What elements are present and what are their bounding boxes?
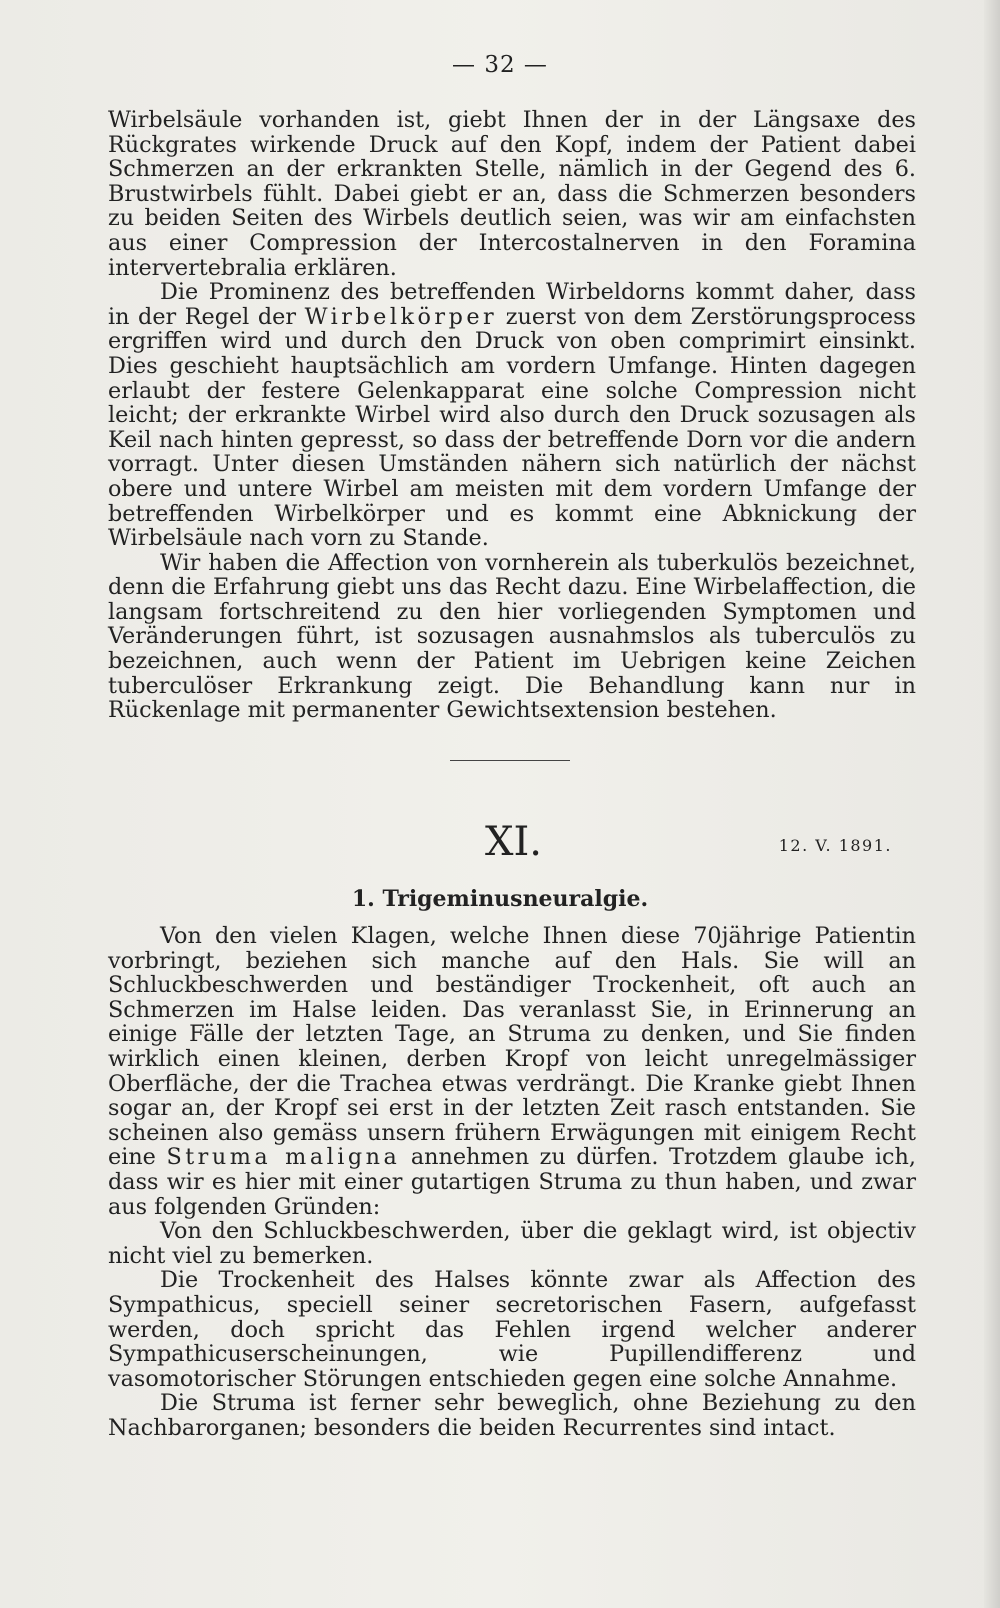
spaced-term-wirbelkoerper: Wirbelkörper <box>304 303 498 330</box>
paragraph-2-rest: zuerst von dem Zerstörungsprocess ergriffen wird und durch den Druck von oben comprimirt einsinkt. Dies geschieht hauptsächlich am vordern Umfange. Hinten dagegen erlaubt der festere Gelenkapparat eine solche Compression nicht leicht; der erkrankte Wirbel wird also durch den Druck sozusagen als Keil nach hinten gepresst, so dass der betreffende Dorn vor die andern vorragt. Unter diesen Umständen nähern sich natürlich der nächst obere und untere Wirbel am meisten mit dem vordern Umfange der betreffenden Wirbelkörper und es kommt eine Abknickung der Wirbelsäule nach vorn zu Stande. <box>108 303 916 552</box>
paragraph-4-rest: annehmen zu dürfen. Trotzdem glaube ich, dass wir es hier mit einer gutartigen Struma zu thun haben, und zwar aus folgenden Gründen: <box>108 1144 916 1220</box>
paragraph-3: Wir haben die Affection von vornherein als tuberkulös bezeichnet, denn die Erfahrung giebt uns das Recht dazu. Eine Wirbelaffection, die langsam fortschreitend zu den hier vorliegenden Symptomen und Veränderungen führt, ist sozusagen ausnahmslos als tuberculös zu bezeichnen, auch wenn der Patient im Uebrigen keine Zeichen tuberculöser Erkrankung zeigt. Die Behandlung kann nur in Rückenlage mit permanenter Gewichtsextension bestehen. <box>108 549 916 724</box>
paragraph-2-start: Die Prominenz des betreffenden Wirbeldorns kommt daher, dass in der Regel der <box>108 279 916 330</box>
paragraph-1: Wirbelsäule vorhanden ist, giebt Ihnen der in der Längsaxe des Rückgrates wirkende Druck auf den Kopf, indem der Patient dabei Schmerzen an der erkrankten Stelle, nämlich in der Gegend des 6. Brustwirbels fühlt. Dabei giebt er an, dass die Schmerzen besonders zu beiden Seiten des Wirbels deutlich seien, was wir am einfachsten aus einer Compression der Intercostalnerven in den Foramina intervertebralia erklären. <box>108 107 916 281</box>
section-divider <box>450 760 570 761</box>
paragraph-4-start: Von den vielen Klagen, welche Ihnen diese 70jährige Patientin vorbringt, beziehen sich manche auf den Hals. Sie will an Schluckbeschwerden und beständiger Trockenheit, oft auch an Schmerzen im Halse leiden. Das veranlasst Sie, in Erinnerung an einige Fälle der letzten Tage, an Struma zu denken, und Sie finden wirklich einen kleinen, derben Kropf von leicht unregelmässiger Oberfläche, der die Trachea etwas verdrängt. Die Kranke giebt Ihnen sogar an, der Kropf sei erst in der letzten Zeit rasch entstanden. Sie scheinen also gemäss unsern frühern Erwägungen mit einigem Recht eine <box>108 923 916 1171</box>
chapter-number: XI. <box>485 819 542 865</box>
section-heading: 1. Trigeminusneuralgie. <box>351 886 649 912</box>
paragraph-2 <box>108 280 916 551</box>
page-spine-shadow <box>984 0 1000 1608</box>
spaced-term-struma-maligna: Struma maligna <box>166 1144 401 1171</box>
page-number: — 32 — <box>452 52 548 78</box>
paragraph-6: Die Trockenheit des Halses könnte zwar als Affection des Sympathicus, speciell seiner secretorischen Fasern, aufgefasst werden, doch spricht das Fehlen irgend welcher anderer Sympathicuserscheinungen, wie Pupillendifferenz und vasomotorischer Störungen entschieden gegen eine solche Annahme. <box>108 1267 916 1392</box>
paragraph-7: Die Struma ist ferner sehr beweglich, ohne Beziehung zu den Nachbarorganen; besonders die beiden Recurrentes sind intact. <box>108 1390 916 1441</box>
paragraph-5: Von den Schluckbeschwerden, über die geklagt wird, ist objectiv nicht viel zu bemerken. <box>108 1218 916 1269</box>
text-block-bottom <box>108 924 916 1440</box>
text-block-top <box>108 108 916 723</box>
paragraph-4 <box>108 924 916 1219</box>
lecture-date: 12. V. 1891. <box>778 836 892 855</box>
